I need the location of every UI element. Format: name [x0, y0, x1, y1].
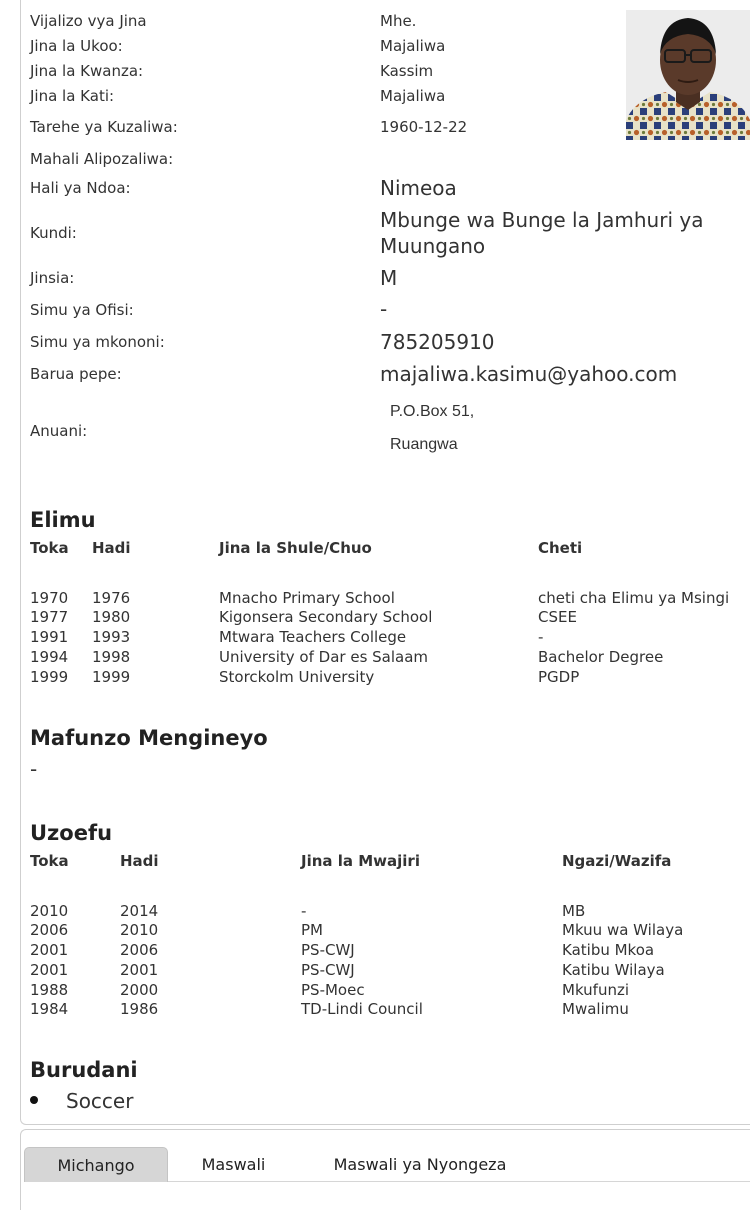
education-row-from: 1970: [30, 589, 69, 607]
tab-maswali-ya-nyongeza[interactable]: Maswali ya Nyongeza: [333, 1155, 507, 1174]
tab-maswali[interactable]: Maswali: [201, 1155, 266, 1174]
experience-row-position: Mkuu wa Wilaya: [562, 921, 684, 939]
education-row-certificate: Bachelor Degree: [538, 648, 664, 666]
value-mobile-phone: 785205910: [380, 330, 495, 354]
label-birth-date: Tarehe ya Kuzaliwa:: [30, 118, 178, 136]
experience-row-from: 2006: [30, 921, 69, 939]
experience-row-to: 2000: [120, 981, 159, 999]
value-gender: M: [380, 266, 398, 290]
experience-row-from: 1988: [30, 981, 69, 999]
education-row-certificate: -: [538, 628, 544, 646]
education-row-to: 1980: [92, 608, 131, 626]
hobbies-title: Burudani: [30, 1058, 138, 1082]
education-row-school: Storckolm University: [219, 668, 375, 686]
value-address-line2: Ruangwa: [390, 436, 458, 453]
experience-row-employer: TD-Lindi Council: [301, 1000, 423, 1018]
label-marital-status: Hali ya Ndoa:: [30, 179, 131, 197]
experience-row-employer: -: [301, 902, 307, 920]
label-gender: Jinsia:: [30, 269, 75, 287]
education-row-to: 1976: [92, 589, 131, 607]
experience-row-position: Mkufunzi: [562, 981, 630, 999]
value-office-phone: -: [380, 297, 388, 321]
experience-row-position: Katibu Wilaya: [562, 961, 665, 979]
education-row-from: 1994: [30, 648, 69, 666]
education-title: Elimu: [30, 508, 96, 532]
experience-row-position: Mwalimu: [562, 1000, 629, 1018]
label-middle-name: Jina la Kati:: [30, 87, 115, 105]
label-email: Barua pepe:: [30, 365, 122, 383]
experience-row-to: 2014: [120, 902, 159, 920]
education-row-school: Mnacho Primary School: [219, 589, 395, 607]
experience-row-from: 2010: [30, 902, 69, 920]
experience-row-employer: PM: [301, 921, 323, 939]
experience-row-position: Katibu Mkoa: [562, 941, 655, 959]
experience-header-from: Toka: [30, 852, 69, 870]
education-row-to: 1998: [92, 648, 131, 666]
education-row-to: 1993: [92, 628, 131, 646]
education-row-to: 1999: [92, 668, 131, 686]
profile-photo: [626, 10, 750, 140]
education-row-from: 1977: [30, 608, 69, 626]
other-training-title: Mafunzo Mengineyo: [30, 726, 268, 750]
education-row-from: 1999: [30, 668, 69, 686]
experience-row-from: 1984: [30, 1000, 69, 1018]
label-first-name: Jina la Kwanza:: [30, 62, 144, 80]
label-address: Anuani:: [30, 422, 88, 440]
label-mobile-phone: Simu ya mkononi:: [30, 333, 165, 351]
experience-header-to: Hadi: [120, 852, 159, 870]
experience-row-to: 1986: [120, 1000, 159, 1018]
experience-row-employer: PS-CWJ: [301, 941, 355, 959]
other-training-value: -: [30, 757, 38, 781]
value-middle-name: Majaliwa: [380, 87, 446, 105]
label-office-phone: Simu ya Ofisi:: [30, 301, 134, 319]
education-row-school: Mtwara Teachers College: [219, 628, 407, 646]
education-header-from: Toka: [30, 539, 69, 557]
tab-michango[interactable]: Michango: [24, 1147, 168, 1182]
label-birth-place: Mahali Alipozaliwa:: [30, 150, 174, 168]
experience-header-employer: Jina la Mwajiri: [301, 852, 420, 870]
experience-row-employer: PS-CWJ: [301, 961, 355, 979]
bullet-icon: [30, 1096, 38, 1104]
experience-row-employer: PS-Moec: [301, 981, 365, 999]
value-group-line1: Mbunge wa Bunge la Jamhuri ya: [380, 208, 704, 232]
experience-row-to: 2010: [120, 921, 159, 939]
education-row-certificate: PGDP: [538, 668, 580, 686]
value-first-name: Kassim: [380, 62, 434, 80]
hobby-item: Soccer: [66, 1089, 134, 1113]
experience-row-from: 2001: [30, 941, 69, 959]
education-header-to: Hadi: [92, 539, 131, 557]
education-row-school: University of Dar es Salaam: [219, 648, 429, 666]
experience-row-from: 2001: [30, 961, 69, 979]
experience-row-position: MB: [562, 902, 586, 920]
education-row-from: 1991: [30, 628, 69, 646]
experience-title: Uzoefu: [30, 821, 113, 845]
value-surname: Majaliwa: [380, 37, 446, 55]
education-header-school: Jina la Shule/Chuo: [219, 539, 372, 557]
experience-header-position: Ngazi/Wazifa: [562, 852, 672, 870]
experience-row-to: 2001: [120, 961, 159, 979]
value-address-line1: P.O.Box 51,: [390, 403, 475, 420]
label-surname: Jina la Ukoo:: [30, 37, 123, 55]
value-group-line2: Muungano: [380, 234, 486, 258]
value-marital-status: Nimeoa: [380, 176, 457, 200]
value-name-prefix: Mhe.: [380, 12, 417, 30]
experience-row-to: 2006: [120, 941, 159, 959]
label-group: Kundi:: [30, 224, 77, 242]
education-header-certificate: Cheti: [538, 539, 583, 557]
education-row-certificate: cheti cha Elimu ya Msingi: [538, 589, 730, 607]
value-email: majaliwa.kasimu@yahoo.com: [380, 362, 678, 386]
education-row-school: Kigonsera Secondary School: [219, 608, 433, 626]
education-row-certificate: CSEE: [538, 608, 577, 626]
value-birth-date: 1960-12-22: [380, 118, 468, 136]
label-name-prefix: Vijalizo vya Jina: [30, 12, 147, 30]
